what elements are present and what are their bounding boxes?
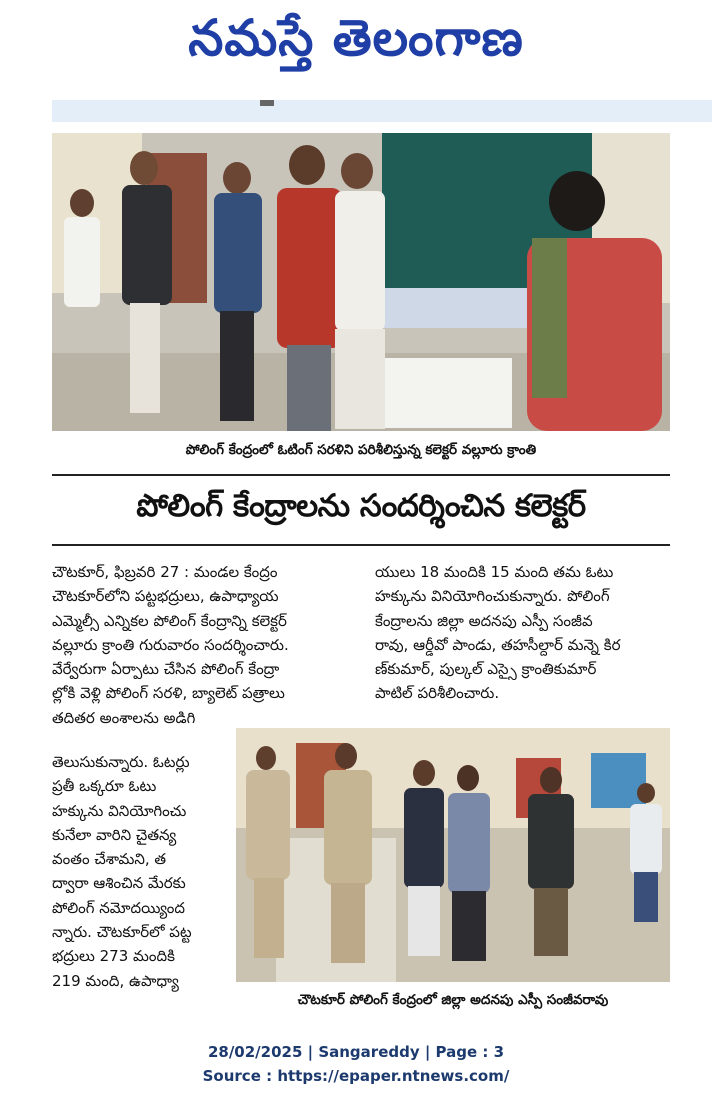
article-line: హక్కును వినియోగించుకున్నారు. పోలింగ్‌ bbox=[375, 587, 610, 606]
article-line: చౌటకూర్‌, ఫిబ్రవరి 27 : మండల కేంద్రం bbox=[52, 563, 278, 581]
photo2-illustration bbox=[236, 728, 670, 982]
article-line: 219 మంది, ఉపాధ్యా bbox=[52, 971, 179, 990]
article-line: ప్రతీ ఒక్కరూ ఓటు bbox=[52, 777, 157, 796]
article-line: న్నారు. చౌటకూర్‌లో పట్ట bbox=[52, 923, 192, 942]
article-column-1 bbox=[52, 560, 352, 730]
article-line: ద్వారా ఆశించిన మేరకు bbox=[52, 874, 186, 893]
photo-sp-visit bbox=[236, 728, 670, 982]
article-line: తెలుసుకున్నారు. ఓటర్లు bbox=[52, 753, 190, 771]
article-line: వల్లూరు క్రాంతి గురువారం సందర్శించారు. bbox=[52, 635, 289, 654]
article-line: ల్లోకి వెళ్లి పోలింగ్‌ సరళి, బ్యాలెట్‌ పత్రాలు bbox=[52, 684, 285, 703]
article-line: హక్కును వినియోగించు bbox=[52, 801, 187, 820]
article-line: ణ్‌కుమార్‌, పుల్కల్‌ ఎస్సై క్రాంతికుమార్‌ bbox=[375, 660, 597, 679]
article-line: ఎమ్మెల్సీ ఎన్నికల పోలింగ్‌ కేంద్రాన్ని కలెక్టర్‌ bbox=[52, 611, 287, 630]
footer-source[interactable]: Source : https://epaper.ntnews.com/ bbox=[202, 1067, 510, 1085]
photo-collector-inspecting bbox=[52, 133, 670, 431]
masthead bbox=[0, 0, 712, 80]
article-line: వేర్వేరుగా ఏర్పాటు చేసిన పోలింగ్‌ కేంద్రా bbox=[52, 660, 280, 679]
article-line: వంతం చేశామని, త bbox=[52, 850, 167, 869]
article-column-1-narrow bbox=[52, 750, 230, 993]
article-line: రావు, ఆర్డీవో పాండు, తహసీల్దార్‌ మన్నె కిర bbox=[375, 635, 621, 654]
band-mark bbox=[260, 100, 274, 106]
footer bbox=[0, 1040, 712, 1088]
article-line: చౌటకూర్‌లోని పట్టభద్రులు, ఉపాధ్యాయ bbox=[52, 587, 279, 606]
article-column-2 bbox=[375, 560, 671, 706]
masthead-title: నమస్తే తెలంగాణ bbox=[188, 9, 524, 67]
photo1-caption: పోలింగ్‌ కేంద్రంలో ఓటింగ్‌ సరళిని పరిశీలిస్తున్న కలెక్టర్‌ వల్లూరు క్రాంతి bbox=[185, 442, 537, 458]
article-line: తదితర అంశాలను అడిగి bbox=[52, 708, 196, 727]
photo2-caption: చౌటకూర్‌ పోలింగ్‌ కేంద్రంలో జిల్లా అదనపు ఎస్పీ సంజీవరావు bbox=[297, 992, 609, 1008]
top-band bbox=[52, 100, 712, 122]
article-line: కునేలా వారిని చైతన్య bbox=[52, 825, 177, 844]
divider-bottom bbox=[52, 544, 670, 546]
divider-top bbox=[52, 474, 670, 476]
photo1-illustration bbox=[52, 133, 670, 431]
article-line: యులు 18 మందికి 15 మంది తమ ఓటు bbox=[375, 563, 614, 581]
article-line: కేంద్రాలను జిల్లా అదనపు ఎస్పీ సంజీవ bbox=[375, 611, 593, 630]
article-line: భద్రులు 273 మందికి bbox=[52, 947, 175, 966]
footer-date-edition: 28/02/2025 | Sangareddy | Page : 3 bbox=[207, 1043, 505, 1061]
article-line: పోలింగ్‌ నమోదయ్యింద bbox=[52, 898, 185, 917]
headline: పోలింగ్‌ కేంద్రాలను సందర్శించిన కలెక్టర్‌ bbox=[136, 488, 586, 524]
article-line: పాటిల్‌ పరిశీలించారు. bbox=[375, 684, 500, 703]
